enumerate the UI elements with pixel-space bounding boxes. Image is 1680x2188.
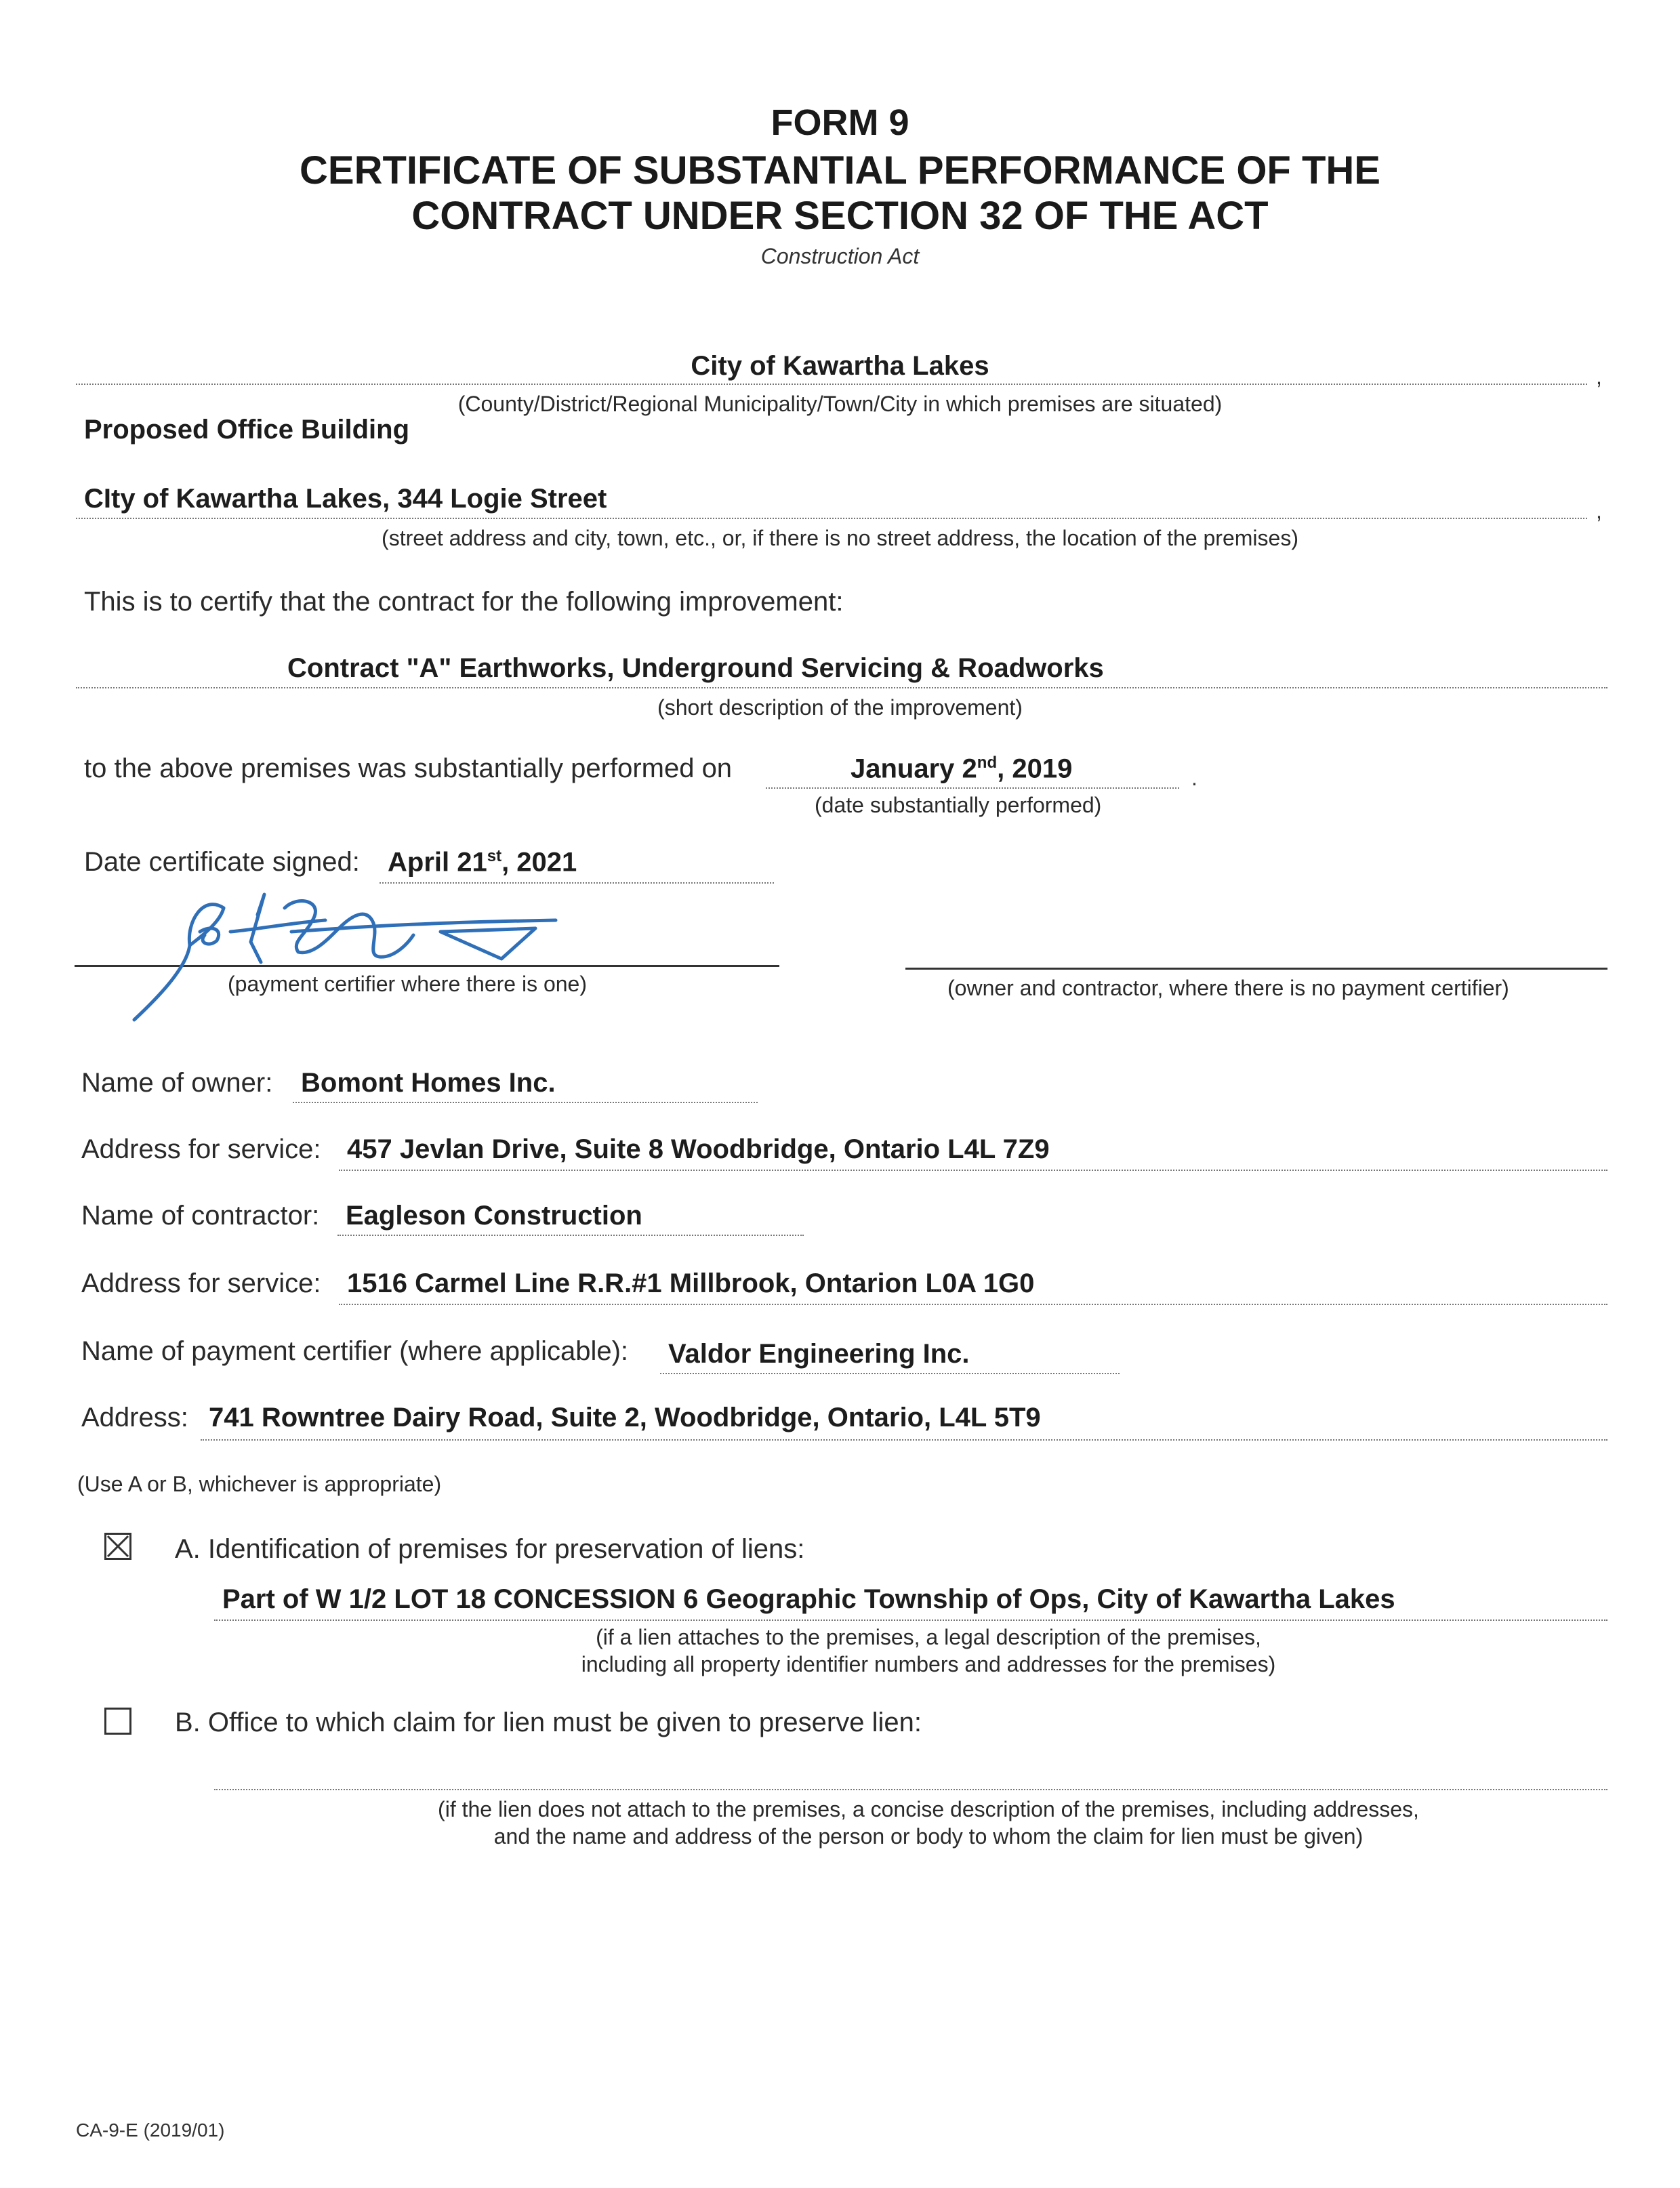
owner-value: Bomont Homes Inc. [301, 1068, 556, 1098]
owner-address-line [339, 1170, 1607, 1171]
form-title-line1: CERTIFICATE OF SUBSTANTIAL PERFORMANCE OF THE [300, 148, 1380, 192]
certifier-address-line [201, 1439, 1607, 1441]
contractor-label: Name of contractor: [81, 1201, 320, 1231]
option-a-label: A. Identification of premises for preservation of liens: [175, 1534, 805, 1564]
contractor-line [337, 1235, 804, 1236]
comma-mark: , [1596, 499, 1602, 523]
period-mark: . [1191, 766, 1197, 790]
option-a-checkbox[interactable] [104, 1533, 131, 1560]
signed-label: Date certificate signed: [84, 847, 360, 877]
certifier-value: Valdor Engineering Inc. [668, 1339, 970, 1369]
contractor-address-value: 1516 Carmel Line R.R.#1 Millbrook, Ontarion L0A 1G0 [347, 1268, 1035, 1298]
act-name: Construction Act [760, 244, 920, 268]
owner-label: Name of owner: [81, 1068, 273, 1098]
municipality-value: City of Kawartha Lakes [691, 351, 989, 381]
owner-signature-caption: (owner and contractor, where there is no payment certifier) [947, 976, 1509, 1000]
option-b-line [214, 1789, 1607, 1790]
municipality-caption: (County/District/Regional Municipality/Town/City in which premises are situated) [457, 392, 1223, 416]
premises-name: Proposed Office Building [84, 415, 410, 445]
certifier-signature-caption: (payment certifier where there is one) [228, 972, 587, 996]
premises-address-caption: (street address and city, town, etc., or, if there is no street address, the location of the premises) [382, 526, 1298, 550]
premises-address: CIty of Kawartha Lakes, 344 Logie Street [84, 484, 607, 514]
signed-date: April 21st, 2021 [388, 847, 577, 878]
form-title-line2: CONTRACT UNDER SECTION 32 OF THE ACT [411, 194, 1269, 238]
option-b-caption-line1: (if the lien does not attach to the premises, a concise description of the premises, including addresses, [438, 1797, 1419, 1821]
option-a-value: Part of W 1/2 LOT 18 CONCESSION 6 Geographic Township of Ops, City of Kawartha Lakes [222, 1584, 1395, 1614]
performed-date-line [766, 787, 1179, 789]
owner-address-label: Address for service: [81, 1134, 321, 1164]
certifier-address-label: Address: [81, 1403, 188, 1432]
owner-signature-line [905, 968, 1607, 970]
improvement-line [76, 687, 1607, 688]
certifier-address-value: 741 Rowntree Dairy Road, Suite 2, Woodbridge, Ontario, L4L 5T9 [209, 1403, 1041, 1432]
option-b-label: B. Office to which claim for lien must be given to preserve lien: [175, 1708, 922, 1737]
comma-mark: , [1596, 365, 1602, 389]
improvement-caption: (short description of the improvement) [657, 695, 1023, 720]
owner-line [293, 1102, 758, 1103]
option-a-caption-line1: (if a lien attaches to the premises, a legal description of the premises, [596, 1625, 1261, 1649]
option-a-line [214, 1619, 1607, 1621]
option-a-caption-line2: including all property identifier numbers and addresses for the premises) [581, 1652, 1276, 1676]
use-note: (Use A or B, whichever is appropriate) [77, 1472, 442, 1496]
option-b-checkbox[interactable] [104, 1708, 131, 1735]
contractor-address-label: Address for service: [81, 1268, 321, 1298]
certifier-line [660, 1373, 1120, 1374]
improvement-value: Contract "A" Earthworks, Underground Servicing & Roadworks [287, 653, 1104, 683]
performed-caption: (date substantially performed) [815, 793, 1102, 817]
certifier-label: Name of payment certifier (where applicable): [81, 1336, 629, 1366]
checked-x-icon [106, 1535, 129, 1558]
certify-statement: This is to certify that the contract for the following improvement: [84, 587, 844, 617]
contractor-address-line [339, 1304, 1607, 1305]
premises-address-line [76, 518, 1587, 519]
contractor-value: Eagleson Construction [346, 1201, 642, 1231]
performed-label: to the above premises was substantially performed on [84, 754, 733, 783]
performed-date: January 2nd, 2019 [851, 754, 1073, 784]
form-code: CA-9-E (2019/01) [76, 2120, 225, 2141]
owner-address-value: 457 Jevlan Drive, Suite 8 Woodbridge, Ontario L4L 7Z9 [347, 1134, 1050, 1164]
form-number: FORM 9 [771, 102, 909, 143]
handwritten-signature [122, 881, 569, 1030]
municipality-line [76, 384, 1587, 385]
option-b-caption-line2: and the name and address of the person or body to whom the claim for lien must be given) [493, 1824, 1364, 1849]
